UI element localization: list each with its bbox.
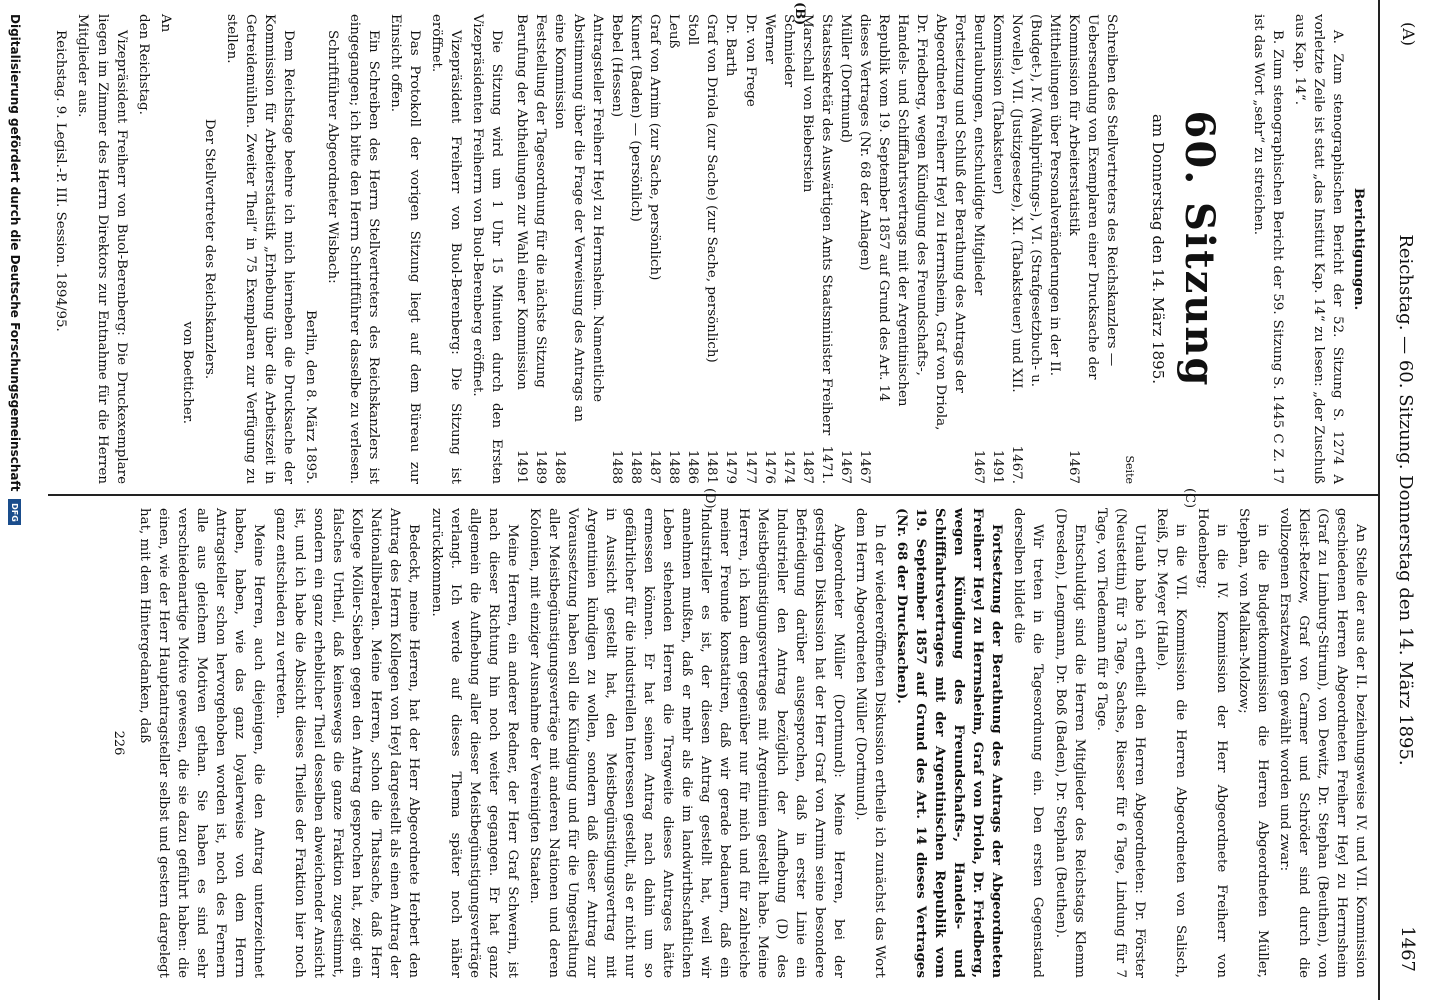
toc-entry-text: Staatssekretär des Auswärtigen Amts Staatsminister Freiherr Marschall von Bieberstein bbox=[799, 14, 834, 436]
credit-text: Digitalisierung gefördert durch die Deutsche Forschungsgemeinschaft bbox=[8, 14, 22, 492]
table-of-contents bbox=[512, 14, 1137, 484]
toc-entry-page: 1487 bbox=[647, 449, 663, 484]
toc-row bbox=[836, 14, 855, 484]
toc-entry-text: Dr. von Frege bbox=[742, 14, 758, 107]
toc-entry-text: Schreiben des Stellvertreters des Reichskanzlers — Uebersendung von Exemplaren einer Drucksache der Kommission für Arbeiterstatistik bbox=[1066, 14, 1120, 380]
session-title: 60. Sitzung bbox=[1175, 110, 1223, 388]
signature-number: 226 bbox=[111, 730, 127, 756]
letter-body: Dem Reichstage beehre ich mich hierneben die Drucksache der Kommission für Arbeiterstatistik „Erhebung über die Arbeitszeit in Getreidemühlen. Zweiter Theil“ in 75 Exemplaren zur Verfügung zu stellen. bbox=[223, 14, 296, 484]
toc-row bbox=[779, 14, 798, 484]
vp-speech-2: Vizepräsident Freiherr von Buol-Berenberg: Die Druckexemplare liegen im Zimmer des Herrn Direktors zur Entnahme für die Herren Mitglieder aus. bbox=[75, 14, 129, 484]
toc-entry-page: 1476 bbox=[761, 449, 777, 484]
toc-row bbox=[607, 14, 626, 484]
toc-row bbox=[550, 14, 607, 484]
margin-marker-c: (C) bbox=[1182, 488, 1197, 509]
toc-entry-text: Feststellung der Tagesordnung für die nächste Sitzung bbox=[533, 14, 549, 388]
toc-entry-page: 1467 bbox=[837, 449, 853, 484]
schriftfuehrer: Schriftführer Abgeordneter Wisbach: bbox=[324, 30, 340, 284]
toc-entry-page: 1491 bbox=[514, 449, 530, 484]
toc-row bbox=[1064, 14, 1121, 484]
toc-rows bbox=[512, 14, 1121, 484]
toc-entry-page: 1477 bbox=[742, 449, 758, 484]
toc-row bbox=[721, 14, 740, 484]
header-rule bbox=[1378, 0, 1380, 1000]
toc-entry-text: Müller (Dortmund) bbox=[837, 14, 853, 144]
toc-row bbox=[988, 14, 1064, 484]
running-head: Reichstag. — 60. Sitzung. Donnerstag den 14. März 1895. bbox=[1395, 234, 1416, 766]
letter-signer-name: von Boetticher. bbox=[179, 321, 195, 424]
toc-entry-text: Stoll bbox=[685, 14, 701, 46]
toc-row bbox=[626, 14, 645, 484]
footer-note: Reichstag. 9. Legisl.-P. III. Session. 1894/95. bbox=[53, 30, 69, 332]
dfg-logo-icon: DFG bbox=[9, 499, 22, 525]
margin-marker-b: (B) bbox=[792, 2, 807, 26]
digitization-credit bbox=[4, 0, 26, 1000]
toc-entry-page: 1489 bbox=[533, 449, 549, 484]
toc-row bbox=[664, 14, 683, 484]
letter-an: An bbox=[157, 14, 173, 33]
toc-row bbox=[531, 14, 550, 484]
toc-entry-page: 1488 bbox=[609, 449, 625, 484]
toc-row bbox=[683, 14, 702, 484]
toc-entry-text: Schmieder bbox=[780, 14, 796, 88]
right-p5: Urlaub habe ich ertheilt den Herren Abgeordneten: Dr. Förster (Neustettin) für 3 Tage, Sachse, Riesser für 6 Tage, Lindung für 7 Tage, von Tiedemann für 8 Tage. bbox=[1093, 508, 1147, 978]
right-p8: Fortsetzung der Berathung des Antrags der Abgeordneten Freiherr Heyl zu Herrnsheim, Graf von Driola, Dr. Friedberg, wegen Kündigung des Freundschafts-, Handels- und Schifffahrtsvertrages mit der Argentinischen Republik vom 19. September 1857 auf Grund des Art. 14 dieses Vertrages (Nr. 68 der Drucksachen). bbox=[894, 508, 1006, 978]
right-p4: in die VII. Kommission die Herren Abgeordneten von Salisch, Reiß, Dr. Meyer (Halle). bbox=[1153, 508, 1188, 978]
toc-seite-label: Seite bbox=[1122, 455, 1136, 484]
corrections-title: Berichtigungen. bbox=[1351, 187, 1367, 311]
right-p3: in die IV. Kommission der Herr Abgeordnete Freiherr von Hodenberg; bbox=[1194, 508, 1229, 978]
letter-signer: Der Stellvertreter des Reichskanzlers. bbox=[201, 118, 217, 380]
protocol-text: Das Protokoll der vorigen Sitzung liegt auf dem Büreau zur Einsicht offen. bbox=[387, 14, 422, 484]
right-p12: Bedeckt, meine Herren, hat der Herr Abgeordnete Herbert den Antrag des Herrn Kollegen von Heyl dargestellt als einen Antrag der Nationalliberalen. Meine Herren, schon die Thatsache, daß Herr Kollege Möller-Sieben gegen den Antrag gesprochen hat, zeigt ein falsches Urtheil, daß keineswegs die ganze Fraktion zugestimmt, sondern ein ganz erheblicher Theil desselben abweichender Ansicht ist, und ich habe die Absicht dieses Theiles der Fraktion hier noch ganz entschieden zu vertreten. bbox=[273, 508, 422, 978]
toc-row bbox=[969, 14, 988, 484]
correction-b: B. Zum stenographischen Bericht der 59. Sitzung S. 1445 C Z. 17 ist das Wort „sehr“ zu streichen. bbox=[1250, 14, 1285, 484]
toc-row bbox=[512, 14, 531, 484]
opening-text: Die Sitzung wird um 1 Uhr 15 Minuten durch den Ersten Vizepräsidenten Freiherrn von Buol-Berenberg eröffnet. bbox=[470, 14, 505, 484]
toc-entry-page: 1467 bbox=[1066, 449, 1082, 484]
session-date: am Donnerstag den 14. März 1895. bbox=[1149, 113, 1168, 384]
toc-row bbox=[798, 14, 836, 484]
toc-row bbox=[702, 14, 721, 484]
right-p2: in die Budgetkommission die Herren Abgeordneten Müller, Stephan, von Malkan-Molzow; bbox=[1235, 508, 1270, 978]
letter-intro: Ein Schreiben des Herrn Stellvertreters des Reichskanzlers ist eingegangen; ich bitte den Herrn Schriftführer dasselbe zu verlesen. bbox=[346, 14, 381, 484]
right-p1: An Stelle der aus der II. beziehungsweise IV. und VII. Kommission geschiedenen Herren Abgeordneten Freiherr Heyl zu Herrnsheim (Graf zu Limburg-Stirum), von Dewitz, Dr. Stephan (Beuthen), von Kleist-Retzow, Graf von Carmer und Schröder sind durch die vollzogenen Ersatzwahlen gewählt worden und zwar: bbox=[1276, 508, 1368, 978]
right-p11: Meine Herren, ein anderer Redner, der Herr Graf Schwerin, ist nach dieser Richtung hin noch weiter gegangen. Er hat ganz allgemein die Aufhebung aller dieser Meistbegünstigungsverträge verlangt. Ich werde auf dieses Thema später noch näher zurückkommen. bbox=[428, 508, 520, 978]
toc-entry-text: Mittheilungen über Personalveränderungen in der II. (Budget-), IV. (Wahlprüfungs-), VI. (Strafgesetzbuch- u. Novelle), VII. (Justizgesetze), XI. (Tabaksteuer) und XII. Kommission (Tabaksteuer) bbox=[989, 14, 1063, 393]
toc-row bbox=[760, 14, 779, 484]
right-p6: Entschuldigt sind die Herren Mitglieder des Reichstags Klemm (Dresden), Lengmann, Dr. Boß (Baden), Dr. Stephan (Beuthen). bbox=[1052, 508, 1087, 978]
page-header bbox=[1384, 10, 1424, 990]
toc-row bbox=[740, 14, 759, 484]
right-p9: In der wiedereröffneten Diskussion ertheile ich zunächst das Wort dem Herrn Abgeordneten Müller (Dortmund). bbox=[853, 508, 888, 978]
margin-marker-d: (D) bbox=[702, 488, 717, 509]
toc-entry-text: Kunert (Baden) — (persönlich) bbox=[628, 14, 644, 222]
right-p10: Abgeordneter Müller (Dortmund): Meine Herren, bei der gestrigen Diskussion hat der Herr Graf von Arnim seine besondere Befriedigung darüber ausgesprochen, daß in erster Linie ein Industrieller den Antrag bezüglich der Aufhebung (D) des Meistbegünstigungsvertrages mit Argentinien gestellt habe. Meine Herren, ich kann dem gegenüber nur für mich und für zahlreiche meiner Freunde konstatiren, daß wir gerade bedauern, daß ein Industrieller es ist, der diesen Antrag gestellt hat, weil wir annehmen mußten, daß er mehr als die im landwirthschaftlichen Leben stehenden Herren die Tragweite dieses Antrages hätte ermessen können. Er hat seinen Antrag nach dahin um so gefährlicher für die industriellen Interessen gestellt, als er nicht nur in Aussicht gestellt hat, den Meistbegünstigungsvertrag mit Argentinien kündigen zu wollen, sondern daß dieser Antrag zur Voraussetzung haben soll die Kündigung und für die Umgestaltung aller Meistbegünstigungsverträge mit anderen Nationen und deren Kolonien, mit einziger Ausnahme der Vereinigten Staaten. bbox=[526, 508, 847, 978]
toc-row bbox=[855, 14, 969, 484]
toc-entry-page: 1486 bbox=[685, 449, 701, 484]
margin-marker-a: (A) bbox=[1399, 22, 1418, 47]
toc-entry-text: Fortsetzung und Schluß der Berathung des Antrags der Abgeordneten Freiherr Heyl zu Herrnsheim, Graf von Driola, Dr. Friedberg, wegen Kündigung des Freundschafts-, Handels- und Schifffahrtsvertrags mit der Argentinischen Republik vom 19. September 1857 auf Grund des Art. 14 dieses Vertrages (Nr. 68 der Anlagen) bbox=[856, 14, 967, 431]
toc-entry-page: 1467 bbox=[856, 449, 872, 484]
toc-entry-text: Werner bbox=[761, 14, 777, 64]
toc-entry-text: Graf von Driola (zur Sache) (zur Sache, persönlich) bbox=[704, 14, 720, 363]
toc-entry-text: Bebel (Hessen) bbox=[609, 14, 625, 118]
toc-entry-page: 1488 bbox=[628, 449, 644, 484]
right-p13: Meine Herren, auch diejenigen, die den Antrag unterzeichnet haben, haben, wie das ganz loyalerweise von dem Herrn Antragsteller schon hervorgehoben worden ist, noch des Fernern alle aus gleichem Motiven gethan. Sie haben es sind sehr verschiedenartige Motive gewesen, die sie dazu geführt haben: die einen, wie der Herr Hauptantragsteller selbst und gestern dargelegt hat, mit dem Hintergedanken, daß bbox=[137, 508, 267, 978]
toc-entry-text: Beurlaubungen, entschuldigte Mitglieder bbox=[970, 14, 986, 296]
correction-a: A. Zum stenographischen Bericht der 52. Sitzung S. 1274 A vorletzte Zeile ist statt „das Institut Kap. 14“ zu lesen: „der Zuschuß aus Kap. 14“. bbox=[1291, 14, 1345, 484]
letter-den-reichstag: den Reichstag. bbox=[135, 14, 151, 115]
letter-date: Berlin, den 8. März 1895. bbox=[302, 309, 318, 484]
right-column bbox=[109, 508, 1370, 978]
toc-entry-page: 1467. 1491 bbox=[989, 445, 1024, 484]
toc-entry-page: 1474 bbox=[780, 449, 796, 484]
toc-entry-page: 1488 bbox=[552, 449, 568, 484]
toc-entry-text: Graf von Arnim (zur Sache, persönlich) bbox=[647, 14, 663, 281]
toc-entry-text: Dr. Barth bbox=[723, 14, 739, 77]
vp-speech: Vizepräsident Freiherr von Buol-Berenberg: Die Sitzung ist eröffnet. bbox=[429, 14, 464, 484]
page-number: 1467 bbox=[1397, 926, 1418, 972]
right-p7: Wir treten in die Tagesordnung ein. Den ersten Gegenstand derselben bildet die bbox=[1011, 508, 1046, 978]
toc-entry-page: 1467 bbox=[970, 449, 986, 484]
toc-entry-page: 1488 bbox=[666, 449, 682, 484]
toc-entry-page: 1479 bbox=[723, 449, 739, 484]
toc-row bbox=[645, 14, 664, 484]
toc-entry-page: 1471. 1487 bbox=[799, 445, 834, 484]
toc-entry-text: Leuß bbox=[666, 14, 682, 49]
left-column bbox=[48, 14, 1370, 484]
toc-entry-text: Berufung der Abtheilungen zur Wahl einer Kommission bbox=[514, 14, 530, 390]
toc-entry-page: 1481 bbox=[704, 449, 720, 484]
toc-entry-text: Antragsteller Freiherr Heyl zu Herrnsheim. Namentliche Abstimmung über die Frage der Verweisung des Antrags an eine Kommission bbox=[552, 14, 606, 423]
